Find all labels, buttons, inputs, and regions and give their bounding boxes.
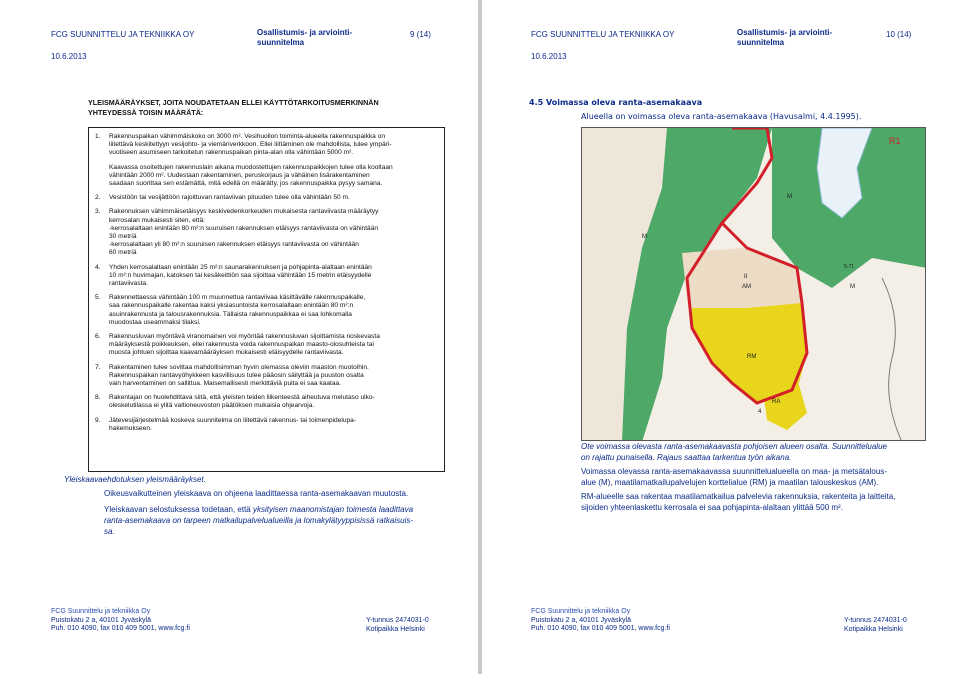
rule-number: 3. [95,208,101,216]
footer-business-id: Y-tunnus 2474031-0 [366,617,429,624]
zoning-map-svg [582,128,926,441]
rule-number: 4. [95,263,101,271]
map-caption-line1: Ote voimassa olevasta ranta-asemakaavasta pohjoisen alueen osalta. Suunnittelualue [581,442,887,451]
rule-text: Rakennusluvan myöntävä viranomainen voi myöntää rakennusluvan sijoittamista noskevasta määräyksestä poikkeuksen, ellei rakennusta voida rakennuspaikan maasto-olosuhteista tai muosta johtuen sijoittaa kaavamääräyksen mukaisesti etäisyydelle rantaviivasta. [109,333,380,357]
rule-item [95,264,438,289]
section-heading: 4.5 Voimassa oleva ranta-asemakaava [529,98,703,107]
rule-number: 7. [95,363,101,371]
footer-left [51,608,190,634]
header-title [737,28,832,48]
map-caption-line2: on rajattu punaisella. Rajaus saattaa tarkentua työn aikana. [581,452,792,462]
right-page [482,0,960,674]
left-page [0,0,478,674]
footer-address: Puistokatu 2 a, 40101 Jyväskylä [51,616,152,624]
header-title [257,28,352,48]
rule-item [95,417,438,433]
footer-domicile: Kotipaikka Helsinki [366,625,425,633]
rule-number [95,164,109,189]
header-date: 10.6.2013 [531,52,567,61]
rule-text: Rakentajan on huolehdittava siitä, että yleisten teiden liikenteestä aiheutuva melutaso ulko- oleskelutilassa ei ylitä valtioneuvoston päätöksen mukaisia ohjearvoja. [109,394,375,410]
body-paragraph: Voimassa olevassa ranta-asemakaavassa suunnittelualueella on maa- ja metsätalous- alue (M), maatilamatkailupalvelujen korttelialue (RM) ja maatilan talouskeskus (AM). [581,467,887,487]
rule-item [95,394,438,410]
rule-text: Rakentaminen tulee sovittaa mahdollisimman hyvin olemassa oleviin maaston muotoihin. Rakennuspaikan rantavyöhykkeen kasvillisuus tulee pääosin säilyttää ja puuston osalta vain harventaminen on sallittua. Maisemallisesti merkittäviä puita ei saa kaataa. [109,363,369,388]
footer-business-id: Y-tunnus 2474031-0 [844,617,907,624]
footer-contact: Puh. 010 4090, fax 010 409 5001, www.fcg.fi [531,625,670,633]
rule-item [95,294,438,327]
map-label-m: M [642,234,647,240]
page-number: 10 (14) [886,30,912,39]
page-number: 9 (14) [410,30,431,39]
rules-box [88,127,445,472]
footer-contact: Puh. 010 4090, fax 010 409 5001, www.fcg.fi [51,625,190,633]
footer-company: FCG Suunnittelu ja tekniikka Oy [531,608,631,615]
footer-right [366,617,429,634]
rule-item [95,333,438,358]
body-paragraph: RM-alueelle saa rakentaa maatilamatkailua palvelevia rakennuksia, rakenteita ja laitteita, sijoiden yhteenlaskettu kerrosala ei saa pohjapinta-alaltaan ylittää 500 m². [581,492,896,512]
map-label-rm: RM [747,354,757,360]
section-intro: Alueella on voimassa oleva ranta-asemakaava (Havusalmi, 4.4.1995). [581,112,862,121]
header-company: FCG SUUNNITTELU JA TEKNIIKKA OY [531,30,675,39]
rule-item [95,208,438,257]
rule-number: 1. [95,133,101,140]
map-label-ii: II [744,274,748,280]
rules-heading [88,98,379,118]
rule-text: Rakennettaessa vähintään 100 m muunnettua rantaviivaa käsittävälle rakennuspaikalle, saa rakennuspaikalle rakentaa kaksi yksiasuntoista kerrosalaltaan enintään 80 m²:n asuinrakennusta ja talousrakennuksia. Tällaista rakennuspaikkaa ei saa lohkomalla muodostaa useammaksi tilaksi. [109,294,366,326]
map-label-ra: RA [772,399,781,405]
header-title-line1: Osallistumis- ja arviointi- [737,28,833,37]
rules-heading-line1: YLEISMÄÄRÄYKSET, JOITA NOUDATETAAN ELLEI KÄYTTÖTARKOITUSMERKINNÄN [88,98,379,107]
quote-intro: Yleiskaavan selostuksessa todetaan, että [104,505,253,514]
map-label-r1: R1 [889,136,901,146]
rule-number: 8. [95,394,101,402]
map-label-m: M [850,284,855,290]
rule-text: Rakennuspaikan vähimmäiskoko on 3000 m². Vesihuollon toiminta-alueella rakennuspaikka on liitettävä keskitettyyn vesijohto- ja viemäriverkkoon. Ellei liittäminen ole mahdollista, tulee ympäri- vuotiseen asumiseen tarkoitetun rakennuspaikan pinta-alan olla vähintään 5000 m². [109,133,392,157]
header-title-line1: Osallistumis- ja arviointi- [257,28,353,37]
rules-heading-line2: YHTEYDESSÄ TOISIN MÄÄRÄTÄ: [88,108,204,117]
rule-number: 2. [95,194,101,202]
rule-text: Vesistöön tai vesijättöön rajoittuvan rantaviivan pituuden tulee olla vähintään 50 m. [109,194,350,202]
rule-text: Yhden kerrosalaltaan enintään 25 m²:n saunarakennuksen ja pohjapinta-alaltaan enintään 10 m²:n huvimajan, katoksen tai kesäkeittiön saa sijoittaa vähintään 15 metrin etäisyydelle rantaviivasta. [109,263,372,288]
header-title-line2: suunnitelma [737,38,785,47]
map-label-number: 4 [758,409,762,415]
footer-left [531,608,670,634]
rule-number: 5. [95,294,101,302]
footer-address: Puistokatu 2 a, 40101 Jyväskylä [531,616,632,624]
rule-text: Kaavassa osoitettujen rakennuslain aikana muodostettujen rakennuspaikkojen tulee olla kooltaan vähintään 2000 m². Uudestaan rakentaminen, peruskorjaus ja vähäinen lisärakentaminen saadaan suorittaa sen estämättä, mitä edellä on määrätty, jos rakennuspaikka pysyy samana. [109,163,393,188]
body-paragraph-quote [104,504,464,537]
footer-company: FCG Suunnittelu ja tekniikka Oy [51,608,151,615]
figure-caption: Yleiskaavaehdotuksen yleismääräykset. [64,475,206,484]
rule-item [95,364,438,389]
rule-text: Jätevesijärjestelmää koskeva suunnitelma on liitettävä rakennus- tai toimenpidelupa- hakemukseen. [109,416,357,432]
rule-number: 9. [95,416,101,424]
rule-number: 6. [95,333,101,341]
rule-text: Rakennuksen vähimmäisetäisyys keskivedenkorkeuden mukaisesta rantaviivasta määräytyy kerrosalan mukaisesti siten, että: -kerrosalaltaan enintään 80 m²:n suuruisen rakennuksen etäisyys rantaviivasta on vähintään 30 metriä -kerrosalaltaan yli 80 m²:n suuruisen rakennuksen etäisyys rantaviivasta on vähintään 60 metriä [109,208,379,257]
map-label-am: AM [742,284,751,290]
quote-text: yksityisen maanomistajan toimesta laadittava ranta-asemakaava on tarpeen matkailupalvelualueilla ja lomakylätyyppisissä ratkaisuis- sa. [104,505,414,536]
map-label-area-code: 5-71 [844,264,855,270]
map-caption [581,442,887,463]
body-paragraph: Oikeusvaikutteinen yleiskaava on ohjeena laadittaessa ranta-asemakaavan muutosta. [104,489,409,498]
footer-domicile: Kotipaikka Helsinki [844,625,903,633]
rule-item [95,133,438,158]
footer-right [844,617,907,634]
header-company: FCG SUUNNITTELU JA TEKNIIKKA OY [51,30,195,39]
rule-item [95,194,438,202]
header-title-line2: suunnitelma [257,38,305,47]
zoning-map [581,127,926,441]
header-date: 10.6.2013 [51,52,87,61]
rule-item [95,164,438,189]
map-label-m: M [787,194,792,200]
